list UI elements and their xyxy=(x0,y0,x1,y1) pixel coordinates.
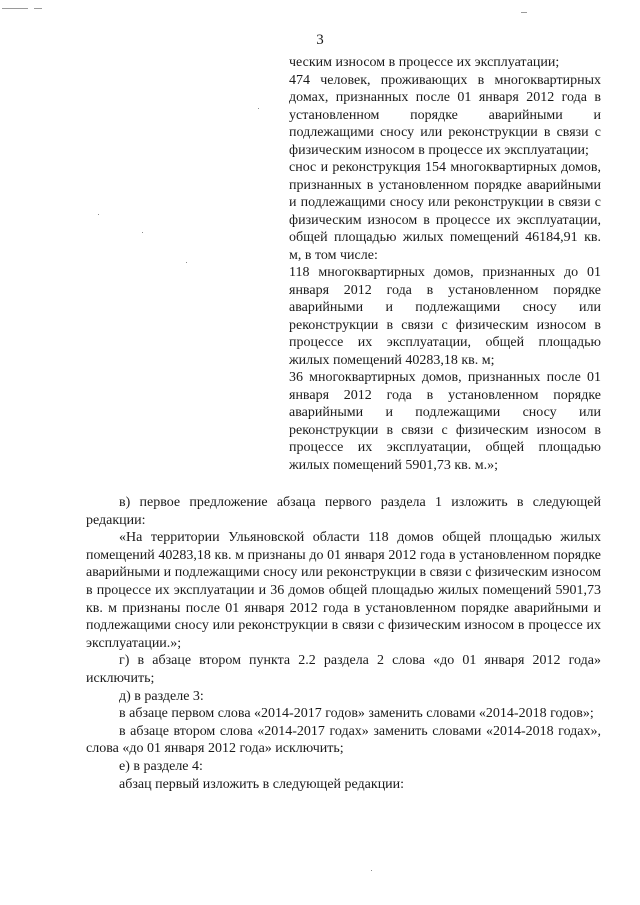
paragraph-e: е) в разделе 4: xyxy=(119,758,203,774)
paragraph-d1: в абзаце первом слова «2014-2017 годов» заменить словами «2014-2018 годов»; xyxy=(119,706,594,722)
page-number: 3 xyxy=(316,32,324,48)
scan-artifact-top-right xyxy=(521,12,527,13)
paragraph-d2: в абзаце втором слова «2014-2017 годах» заменить словами «2014-2018 годах», слова «до 01 января 2012 года» исключить; xyxy=(86,723,601,757)
main-text xyxy=(86,494,601,793)
scan-dot xyxy=(371,870,372,871)
scan-dot xyxy=(98,214,99,215)
scan-dot xyxy=(142,232,143,233)
scan-artifact-top-left xyxy=(2,8,28,9)
scan-dot xyxy=(186,262,187,263)
paragraph: ческим износом в процессе их эксплуатации; xyxy=(289,55,560,70)
paragraph-g: г) в абзаце втором пункта 2.2 раздела 2 слова «до 01 января 2012 года» исключить; xyxy=(86,653,601,686)
paragraph: 474 человек, проживающих в многоквартирных домах, признанных после 01 января 2012 года в установленном порядке аварийными и подлежащими сносу или реконструкции в связи с физическим износом в процессе их эксплуатации; xyxy=(289,72,601,158)
right-column-text xyxy=(289,54,601,474)
paragraph: 36 многоквартирных домов, признанных после 01 января 2012 года в установленном порядке аварийными и подлежащими сносу или реконструкции в связи с физическим износом в процессе их эксплуатации, общей площадью жилых помещений 5901,73 кв. м.»; xyxy=(289,370,601,473)
paragraph-quote: «На территории Ульяновской области 118 домов общей площадью жилых помещений 40283,18 кв. м признаны до 01 января 2012 года в установленном порядке аварийными и подлежащими сносу или реконструкции в связи с физическим износом в процессе их эксплуатации и 36 домов общей площадью жилых помещений 5901,73 кв. м признаны после 01 января 2012 года в установленном порядке аварийными и подлежащими сносу или реконструкции в связи с физическим износом в процессе их эксплуатации.»; xyxy=(86,530,601,651)
paragraph: снос и реконструкция 154 многоквартирных домов, признанных в установленном порядке аварийными и подлежащими сносу или реконструкции в связи с физическим износом в процессе их эксплуатации, общей площадью жилых помещений 46184,91 кв. м, в том числе: xyxy=(289,160,601,263)
paragraph-d: д) в разделе 3: xyxy=(119,688,204,704)
scan-dot xyxy=(258,108,259,109)
paragraph-v: в) первое предложение абзаца первого раздела 1 изложить в следующей редакции: xyxy=(86,495,601,528)
scan-artifact-top-left-2 xyxy=(34,8,42,9)
paragraph-e1: абзац первый изложить в следующей редакции: xyxy=(119,776,405,792)
paragraph: 118 многоквартирных домов, признанных до 01 января 2012 года в установленном порядке аварийными и подлежащими сносу или реконструкции в связи с физическим износом в процессе их эксплуатации, общей площадью жилых помещений 40283,18 кв. м; xyxy=(289,265,601,368)
